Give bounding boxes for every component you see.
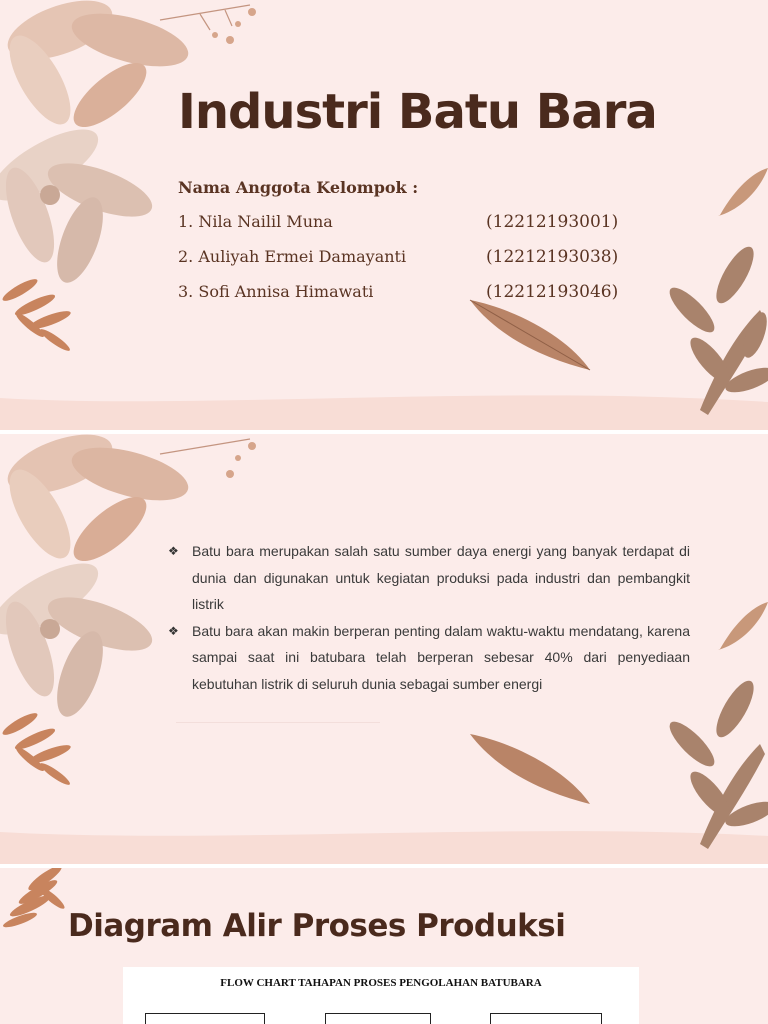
member-nim: (12212193038) <box>486 247 619 267</box>
section-title: Diagram Alir Proses Produksi <box>68 908 566 944</box>
list-item <box>168 538 690 618</box>
diamond-bullet-icon: ❖ <box>168 623 179 638</box>
flowchart-box <box>325 1013 431 1024</box>
list-item <box>178 212 628 236</box>
page-title: Industri Batu Bara <box>178 84 657 140</box>
member-name: 3. Sofi Annisa Himawati <box>178 282 374 301</box>
flowchart-box <box>490 1013 602 1024</box>
list-item <box>178 282 628 306</box>
flowchart-image <box>123 967 639 1024</box>
bullet-text: Batu bara akan makin berperan penting dalam waktu-waktu mendatang, karena sampai saat ini batubara telah berperan sebesar 40% dari penyediaan kebutuhan listrik di seluruh dunia sebagai sumber energi <box>192 622 690 692</box>
list-item <box>178 247 628 271</box>
flowchart-title: FLOW CHART TAHAPAN PROSES PENGOLAHAN BATUBARA <box>220 977 542 989</box>
member-name: 2. Auliyah Ermei Damayanti <box>178 247 407 266</box>
divider <box>176 722 380 723</box>
slide-info <box>0 434 768 864</box>
member-nim: (12212193046) <box>486 282 619 302</box>
list-item <box>168 618 690 698</box>
slide-title <box>0 0 768 430</box>
member-nim: (12212193001) <box>486 212 619 232</box>
bullet-list <box>168 538 690 697</box>
flowchart-box <box>145 1013 265 1024</box>
bullet-text: Batu bara merupakan salah satu sumber daya energi yang banyak terdapat di dunia dan digunakan untuk kegiatan produksi pada industri dan pembangkit listrik <box>192 543 690 612</box>
members-heading: Nama Anggota Kelompok : <box>178 178 419 197</box>
slide-diagram <box>0 868 768 1024</box>
member-name: 1. Nila Nailil Muna <box>178 212 333 231</box>
diamond-bullet-icon: ❖ <box>168 544 179 558</box>
